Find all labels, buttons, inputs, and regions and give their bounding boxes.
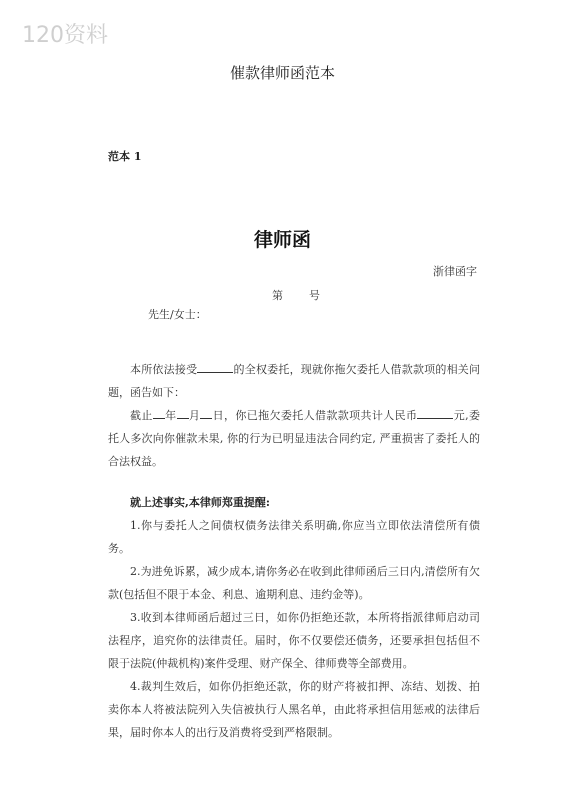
client-name-blank xyxy=(197,360,233,373)
notice-item-1: 1.你与委托人之间债权债务法律关系明确,你应当立即依法清偿所有债务。 xyxy=(108,519,480,555)
reference-number xyxy=(272,287,320,303)
day-blank xyxy=(200,406,212,419)
reference-number-right: 号 xyxy=(309,289,320,302)
reference-prefix: 浙律函字 xyxy=(433,265,477,278)
intro-paragraph xyxy=(108,358,480,404)
month-blank xyxy=(177,406,189,419)
month-label: 月 xyxy=(188,409,201,422)
salutation: 先生/女士： xyxy=(148,308,207,321)
watermark: 120资料 xyxy=(22,23,108,48)
notice-item-3: 3.收到本律师函后超过三日，如你仍拒绝还款，本所将指派律师启动司法程序，追究你的法律责任。届时，你不仅要偿还债务，还要承担包括但不限于法院(仲裁机构)案件受理、财产保全、律师费等全部费用。 xyxy=(108,611,480,670)
letter-title: 律师函 xyxy=(253,229,311,251)
debt-text-2: 日，你已拖欠委托人借款款项共计人民币 xyxy=(212,409,418,422)
debt-text-1: 截止 xyxy=(130,409,153,422)
notice-heading: 就上述事实,本律师郑重提醒: xyxy=(130,496,270,509)
intro-text-2: 的全权委托，现就你拖欠委托人借款款项的相关问题，函告如下： xyxy=(108,363,481,399)
debt-paragraph xyxy=(108,404,480,473)
letter-body xyxy=(108,358,480,744)
year-label: 年 xyxy=(164,409,177,422)
year-blank xyxy=(153,406,165,419)
sample-label: 范本 1 xyxy=(108,150,142,163)
notice-item-4: 4.裁判生效后，如你仍拒绝还款，你的财产将被扣押、冻结、划拨、拍卖你本人将被法院列入失信被执行人黑名单，由此将承担信用惩戒的法律后果，届时你本人的出行及消费将受到严格限制。 xyxy=(108,680,480,739)
reference-number-left: 第 xyxy=(272,289,283,302)
debt-text-3: 元,委托人多次向你催款未果, 你的行为已明显违法合同约定, 严重损害了委托人的合法权益。 xyxy=(108,409,480,468)
amount-blank xyxy=(417,406,453,419)
document-title: 催款律师函范本 xyxy=(229,64,335,82)
intro-text-1: 本所依法接受 xyxy=(130,363,198,376)
notice-item-2: 2.为进免诉累，减少成本,请你务必在收到此律师函后三日内,清偿所有欠款(包括但不限于本金、利息、逾期利息、违约金等)。 xyxy=(108,565,480,601)
